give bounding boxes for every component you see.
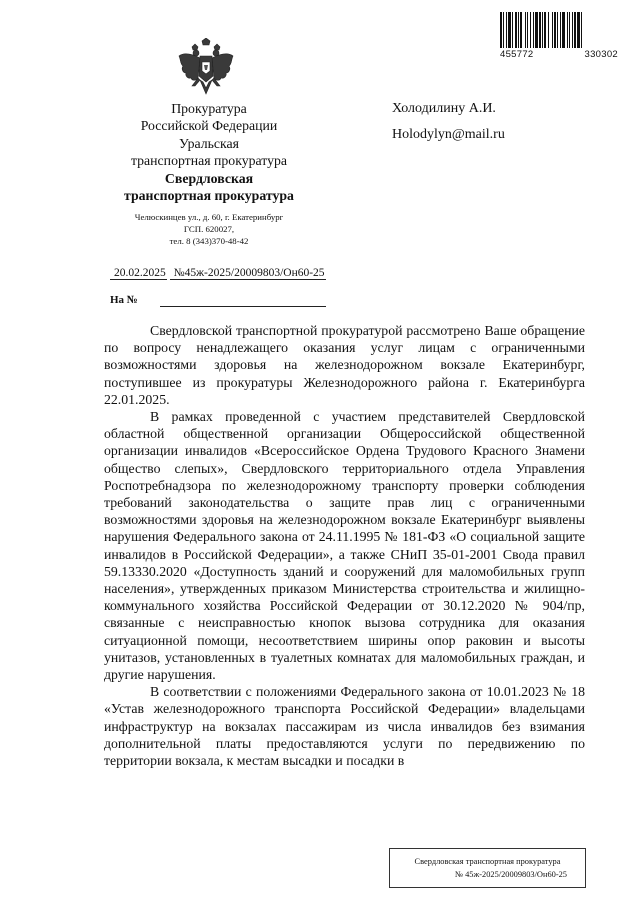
barcode-right-number: 330302 — [584, 49, 618, 60]
letter-body — [104, 322, 585, 769]
stamp-line-organization: Свердловская транспортная прокуратура — [414, 857, 561, 866]
sender-line: Уральская — [179, 135, 239, 151]
barcode-left-number: 455772 — [500, 49, 534, 60]
body-paragraph: В соответствии с положениями Федерального закона от 10.01.2023 № 18 «Устав железнодорожного транспорта Российской Федерации» владельцами инфраструктур на вокзалах пассажирам из числа инвалидов без взимания дополнительной платы предоставляются услуги по передвижению по территории вокзала, к местам высадки и посадки в — [104, 684, 585, 769]
sender-block — [100, 100, 318, 204]
addressee-name: Холодилину А.И. — [392, 101, 496, 116]
sender-phone: тел. 8 (343)370-48-42 — [169, 236, 249, 247]
stamp-line-number: № 45ж-2025/20009803/Он60-25 — [454, 870, 567, 879]
sender-bold-line: транспортная прокуратура — [124, 188, 294, 204]
addressee-email: Holodylyn@mail.ru — [392, 127, 505, 142]
sender-address: Челюскинцев ул., д. 60, г. Екатеринбург — [134, 212, 284, 222]
sender-line: транспортная прокуратура — [130, 153, 288, 169]
footer-registration-stamp — [389, 848, 586, 888]
registration-line — [110, 266, 326, 280]
registration-number: №45ж-2025/20009803/Он60-25 — [170, 267, 326, 280]
barcode — [500, 12, 618, 48]
barcode-numbers — [500, 49, 618, 60]
sender-line: Российской Федерации — [140, 118, 278, 134]
sender-bold-line: Свердловская — [164, 170, 254, 186]
sender-contacts — [100, 211, 318, 248]
body-paragraph: В рамках проведенной с участием представителей Свердловской областной общественной организации Общероссийской общественной организации инвалидов «Всероссийское Ордена Трудового Красного Знамени общество слепых», Свердловского территориального отдела Управления Роспотребнадзора по железнодорожному транспорту проверки соблюдения требований законодательства о защите прав лиц с ограниченными возможностями здоровья на железнодорожном вокзале Екатеринбург выявлены нарушения Федерального закона от 24.11.1995 № 181-ФЗ «О социальной защите инвалидов в Российской Федерации», а также СНиП 35-01-2001 Свода правил 59.13330.2020 «Доступность зданий и сооружений для маломобильных групп населения», утвержденных приказом Министерства строительства и жилищно-коммунального хозяйства Российской Федерации от 30.12.2020 № 904/пр, связанные с неисправностью кнопок вызова сотрудника для оказания ситуационной помощи, несоответствием ширины опор раковин и высоты унитазов, установленных в туалетных комнатах для маломобильных граждан, и другие нарушения. — [104, 409, 585, 683]
body-paragraph: Свердловской транспортной прокуратурой рассмотрено Ваше обращение по вопросу ненадлежащего оказания услуг лицам с ограниченными возможностями здоровья на железнодорожном вокзале Екатеринбург, поступившее из прокуратуры Железнодорожного района г. Екатеринбурга 22.01.2025. — [104, 323, 585, 407]
reference-label: На № — [110, 294, 138, 306]
reference-blank-line — [160, 306, 326, 307]
double-headed-eagle-emblem-icon — [178, 38, 234, 96]
sender-postal-code: ГСП. 620027, — [183, 224, 235, 235]
sender-line: Прокуратура — [171, 101, 247, 116]
registration-date: 20.02.2025 — [110, 267, 167, 280]
